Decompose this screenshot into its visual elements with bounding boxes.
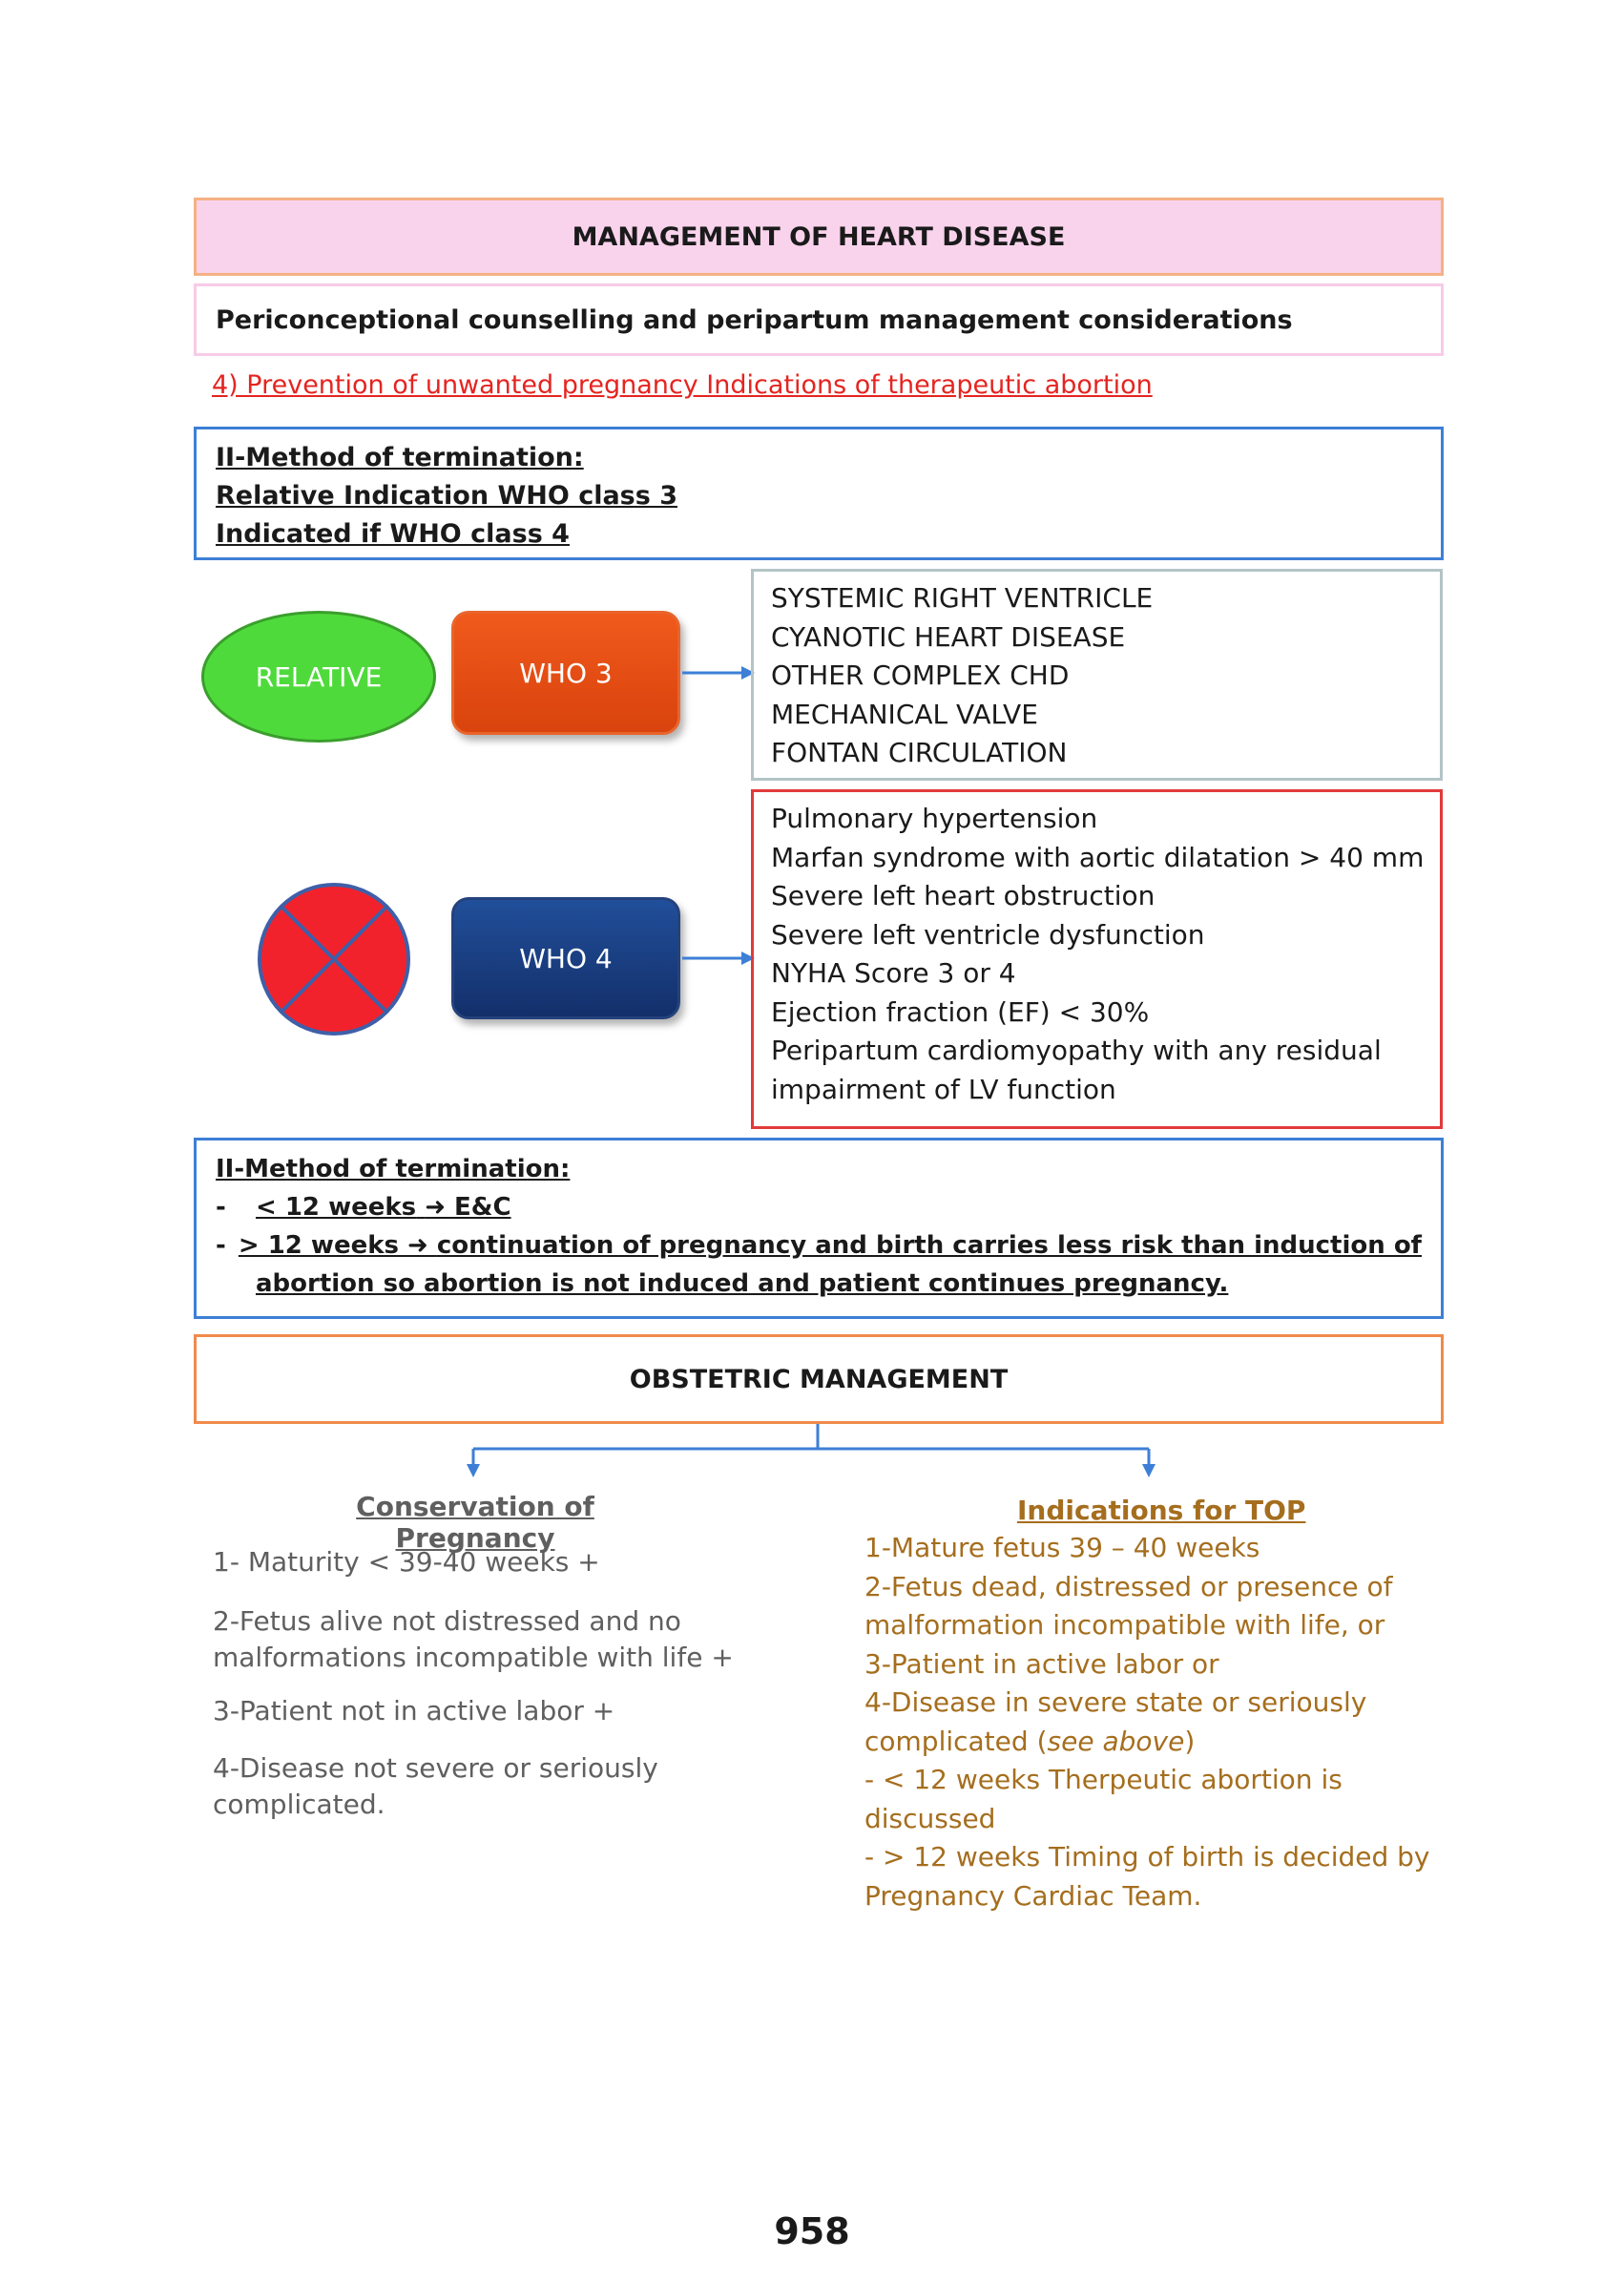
contraindicated-x-circle-icon [253,883,415,1036]
list-item: OTHER COMPLEX CHD [771,659,1070,691]
conservation-item-3: 3-Patient not in active labor + [213,1695,615,1726]
conservation-item-4 [213,1750,658,1823]
list-item: SYSTEMIC RIGHT VENTRICLE [771,582,1154,614]
indication-line-1: II-Method of termination: [216,443,584,472]
list-item: MECHANICAL VALVE [771,698,1038,730]
list-item: Peripartum cardiomyopathy with any residual [771,1035,1382,1066]
list-item: Severe left heart obstruction [771,880,1156,911]
list-item: NYHA Score 3 or 4 [771,957,1016,989]
closing-paren: ) [1184,1725,1196,1757]
list-item: 4-Disease in severe state or seriously [864,1686,1367,1718]
list-item: Pregnancy Cardiac Team. [864,1879,1202,1912]
obstetric-management-title: OBSTETRIC MANAGEMENT [194,1334,1444,1424]
method-heading: II-Method of termination: [216,1155,571,1183]
list-item: discussed [864,1802,996,1834]
list-item: malformation incompatible with life, or [864,1609,1385,1641]
list-item: Severe left ventricle dysfunction [771,918,1205,951]
bullet1-condition: < 12 weeks [256,1193,417,1222]
bullet2-action-continued: abortion so abortion is not induced and patient continues pregnancy. [256,1269,1229,1298]
list-item [864,1723,1429,1762]
conservation-item-4-line-2: complicated. [213,1789,385,1820]
conservation-heading: Conservation of Pregnancy [356,1491,594,1554]
section-heading: 4) Prevention of unwanted pregnancy Indications of therapeutic abortion [212,370,1153,400]
bullet-dash: - [216,1193,226,1222]
conservation-item-2-line-2: malformations incompatible with life + [213,1642,734,1673]
list-item: Ejection fraction (EF) < 30% [771,995,1150,1028]
see-above-text: see above [1047,1725,1185,1757]
right-arrow-icon: ➜ [407,1231,437,1260]
who3-conditions-list [751,569,1443,781]
arrow-down-icon [467,1464,480,1477]
list-item: - > 12 weeks Timing of birth is decided by [864,1841,1430,1873]
indication-box [194,427,1444,560]
top-indications-list [864,1529,1429,1915]
arrow-right-icon [680,663,757,682]
who4-conditions-list [751,789,1443,1129]
list-item: 1-Mature fetus 39 – 40 weeks [864,1532,1260,1563]
conservation-item-2 [213,1603,734,1676]
page-title: MANAGEMENT OF HEART DISEASE [194,198,1444,276]
bullet2-action: continuation of pregnancy and birth carries less risk than induction of [436,1231,1422,1260]
bullet2-condition: > 12 weeks [238,1231,399,1260]
list-item: - < 12 weeks Therpeutic abortion is [864,1764,1343,1795]
arrow-down-icon [1142,1464,1156,1477]
who3-box: WHO 3 [451,611,680,735]
bullet-dash: - [216,1231,226,1260]
list-item: Marfan syndrome with aortic dilatation > 40 mm [771,841,1425,873]
conservation-item-4-line-1: 4-Disease not severe or seriously [213,1752,658,1784]
conservation-item-1: 1- Maturity < 39-40 weeks + [213,1546,600,1578]
page-subtitle: Periconceptional counselling and peripartum management considerations [194,283,1444,356]
list-item: 2-Fetus dead, distressed or presence of [864,1570,1393,1602]
list-item: 3-Patient in active labor or [864,1647,1219,1680]
indication-line-3: Indicated if WHO class 4 [216,519,570,549]
conservation-item-2-line-1: 2-Fetus alive not distressed and no [213,1605,681,1637]
list-item: CYANOTIC HEART DISEASE [771,620,1126,653]
page-number: 958 [774,2210,850,2252]
who4-box: WHO 4 [451,897,680,1019]
top-indications-heading: Indications for TOP [1017,1495,1306,1526]
list-item: Pulmonary hypertension [771,803,1098,834]
complicated-text: complicated ( [864,1725,1048,1757]
list-item: impairment of LV function [771,1073,1116,1105]
right-arrow-icon: ➜ [425,1193,455,1222]
indication-line-2: Relative Indication WHO class 3 [216,481,677,511]
list-item: FONTAN CIRCULATION [771,737,1068,768]
arrow-right-icon [680,949,757,968]
method-termination-box [194,1138,1444,1319]
branch-connector [458,1424,1164,1481]
relative-ellipse: RELATIVE [201,611,436,743]
bullet1-action: E&C [454,1193,511,1222]
